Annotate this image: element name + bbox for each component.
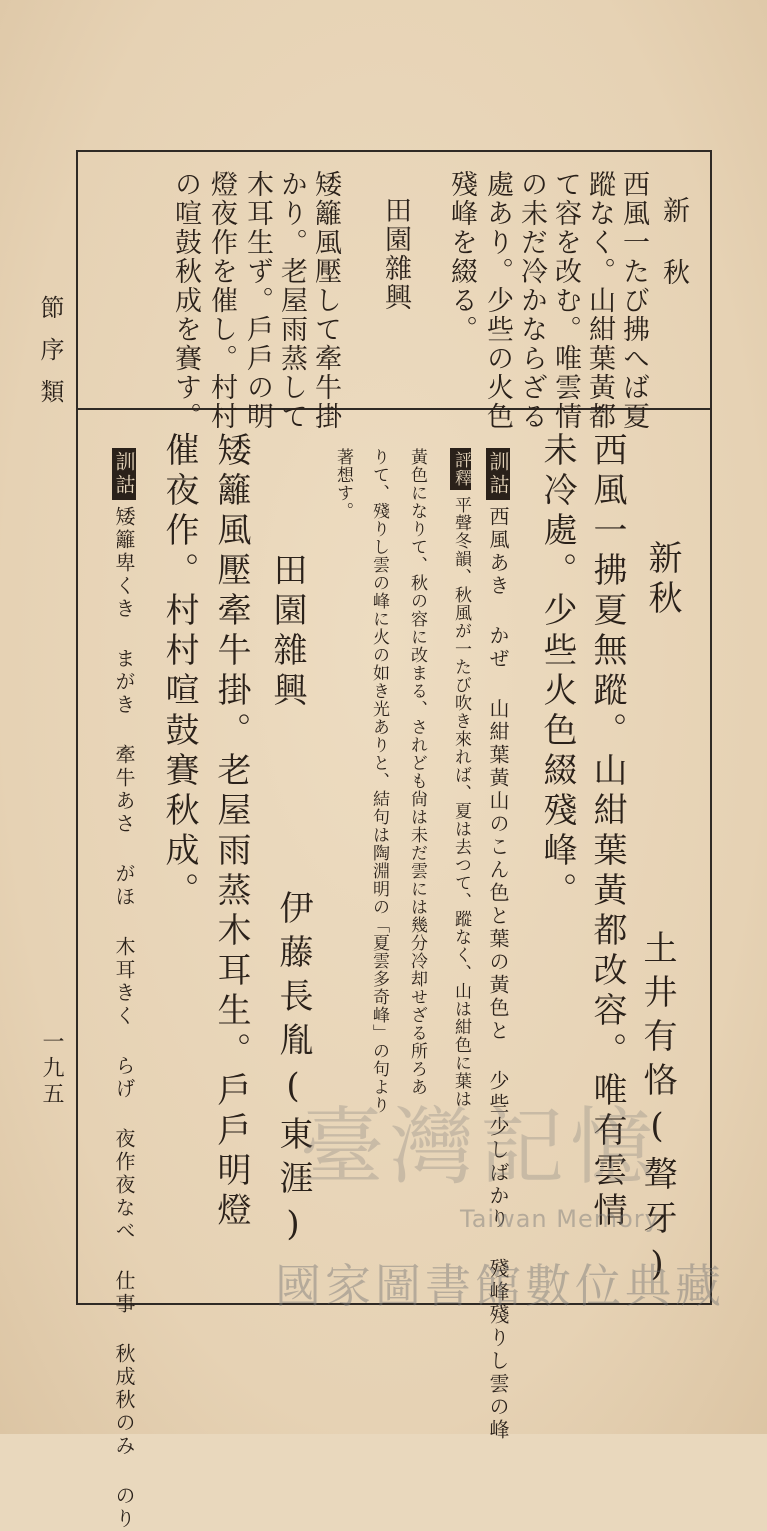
- poem1-comment-col2: 黃色になりて、秋の容に改まる、されども尙は未だ雲には幾分冷却せざる所ろあ: [407, 448, 427, 1096]
- top-col6: 處あり。少些の火色: [482, 170, 513, 431]
- top-col10: かり。老屋雨蒸して: [276, 170, 307, 431]
- top-col1-title: 新 秋: [658, 196, 689, 287]
- running-head: 節序類: [36, 295, 64, 421]
- poem2-line2: 催夜作。村村喧鼓賽秋成。: [159, 432, 199, 912]
- poem2-gloss: [112, 448, 136, 1531]
- watermark-chinese: 國家圖書館數位典藏: [275, 1259, 725, 1313]
- poem1-line1: 西風一拂夏無蹤。山紺葉黃都改容。唯有雲情: [587, 432, 627, 1232]
- top-col8-title: 田園雜興: [380, 196, 411, 312]
- top-col11: 木耳生ず。戶戶の明: [242, 170, 273, 431]
- poem1-gloss-text: 西風あき かぜ 山紺葉黃山のこん色と葉の黃色と 少些少しばかり 殘峰殘りし雲の峰: [486, 506, 510, 1442]
- poem1-comment1: 平聲冬韻、秋風が一たび吹き來れば、夏は去つて、蹤なく、山は紺色に葉は: [451, 496, 471, 1108]
- poem2-line1: 矮籬風壓牽牛掛。老屋雨蒸木耳生。戶戶明燈: [211, 432, 251, 1232]
- poem2-title: 田園雜興: [267, 552, 307, 712]
- poem1-comment-badge: 評釋: [450, 448, 471, 490]
- top-col9: 矮籬風壓して牽牛掛: [310, 170, 341, 431]
- poem2-gloss-text: 矮籬卑くき まがき 牽牛あさ がほ 木耳きく らげ 夜作夜なべ 仕事 秋成秋のみ のり: [112, 506, 136, 1531]
- poem1-title: 新秋: [642, 540, 682, 620]
- top-col5: の未だ冷かならざる: [516, 170, 547, 431]
- poem1-comment-col1: [450, 448, 471, 1108]
- poem2-author: 伊藤長胤(東涯): [273, 890, 313, 1254]
- page-number: 一九五: [39, 1030, 64, 1108]
- top-col3: 蹤なく。山紺葉黃都: [584, 170, 615, 431]
- poem1-author: 土井有恪(聱牙): [637, 930, 677, 1294]
- top-col7: 殘峰を綴る。: [446, 170, 477, 344]
- poem1-gloss-badge: 訓詁: [486, 448, 510, 500]
- top-col4: て容を改む。唯雲情: [550, 170, 581, 431]
- poem1-comment-col3: りて、殘りし雲の峰に火の如き光ありと、結句は陶淵明の「夏雲多奇峰」の句より: [369, 448, 389, 1114]
- top-col13: の喧鼓秋成を賽す。: [170, 170, 201, 431]
- watermark-english: Taiwan Memory: [460, 1205, 660, 1233]
- poem2-gloss-badge: 訓詁: [112, 448, 136, 500]
- watermark-script: 臺灣記憶: [300, 1098, 661, 1196]
- top-col12: 燈夜作を催し。村村: [206, 170, 237, 431]
- poem1-line2: 未冷處。少些火色綴殘峰。: [537, 432, 577, 912]
- poem1-comment-col4: 著想す。: [333, 448, 353, 520]
- top-col2: 西風一たび拂へば夏: [618, 170, 649, 431]
